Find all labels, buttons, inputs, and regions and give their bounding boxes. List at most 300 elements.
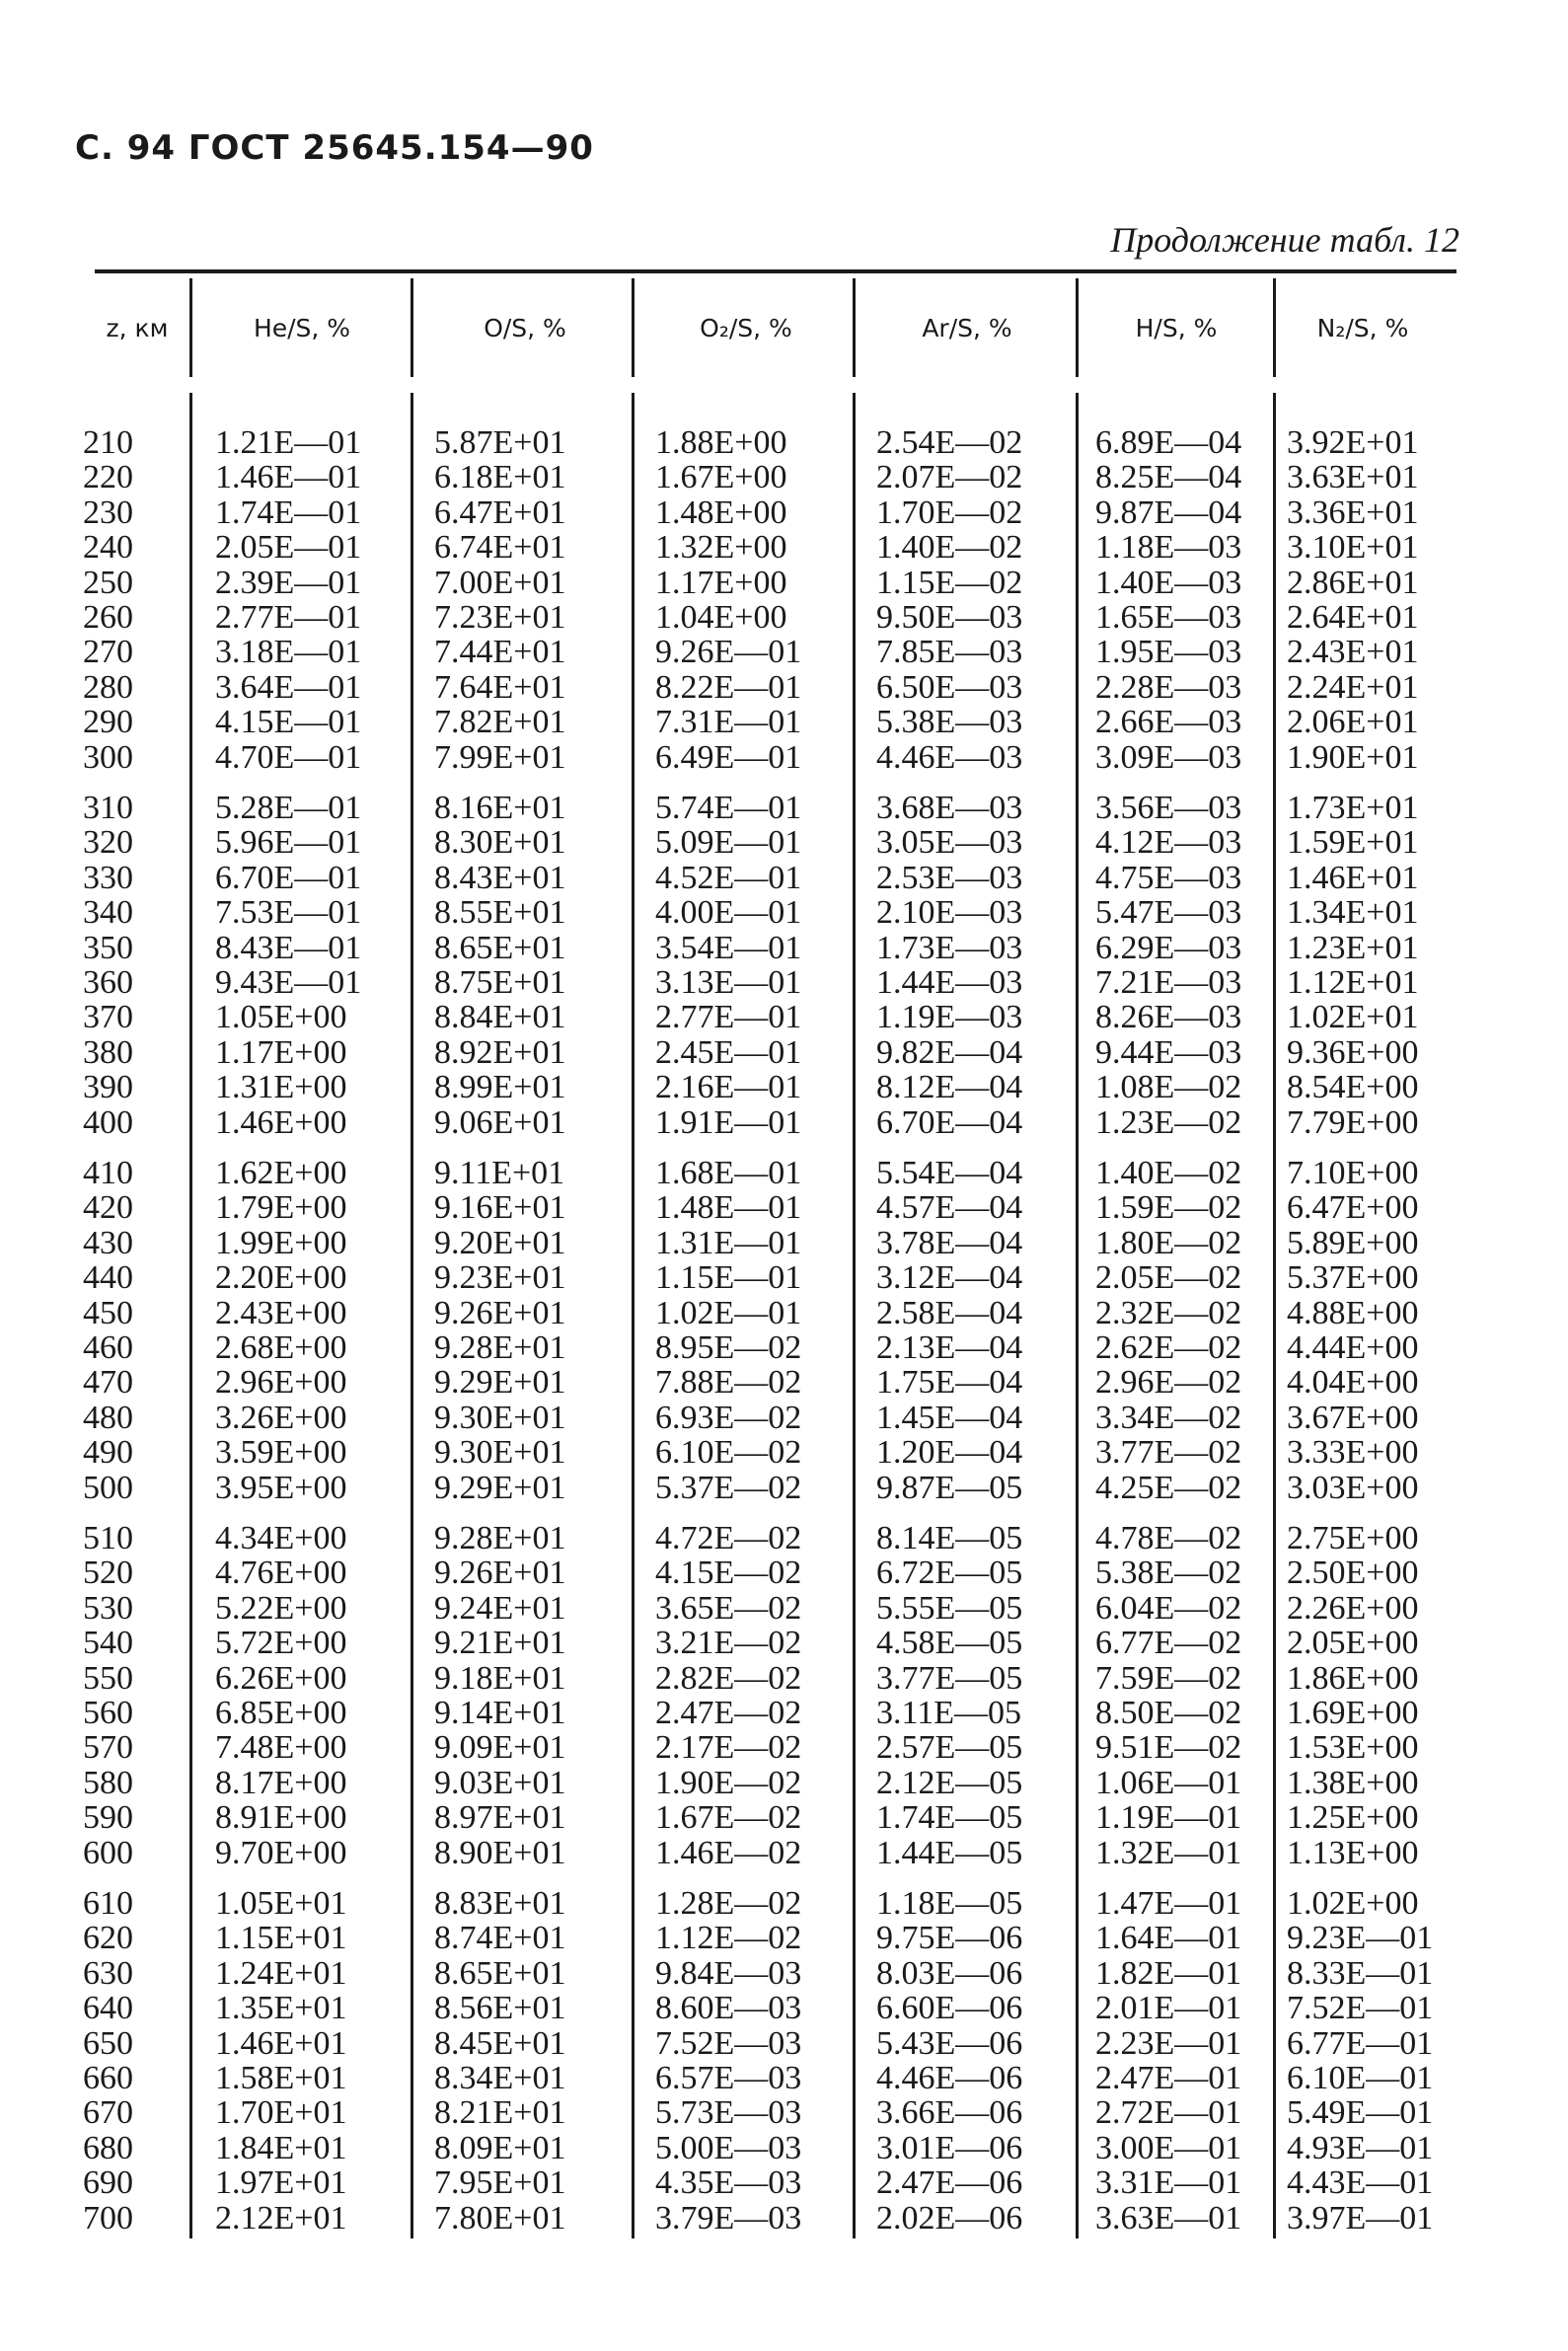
value-cell: 1.05E+00 [215,999,347,1036]
value-cell: 2.06E+01 [1287,704,1419,741]
value-cell: 1.46E+01 [215,2024,347,2062]
value-cell: 2.54E—02 [876,424,1023,461]
altitude-cell: 600 [83,1834,133,1871]
value-cell: 8.50E—02 [1095,1695,1242,1731]
value-cell: 2.17E—02 [655,1729,802,1767]
value-cell: 8.34E+01 [434,2060,566,2096]
value-cell: 4.58E—05 [876,1625,1023,1662]
value-cell: 9.26E+01 [434,1294,566,1331]
column-header: O₂/S, % [700,314,792,342]
value-cell: 8.25E—04 [1095,459,1242,496]
altitude-cell: 690 [83,2164,133,2202]
value-cell: 4.04E+00 [1287,1364,1419,1402]
value-cell: 4.25E—02 [1095,1469,1242,1506]
value-cell: 7.21E—03 [1095,964,1242,1001]
value-cell: 2.43E+01 [1287,634,1419,671]
column-header: N₂/S, % [1316,314,1409,342]
value-cell: 5.55E—05 [876,1589,1023,1627]
altitude-cell: 320 [83,824,133,862]
value-cell: 2.68E+00 [215,1329,347,1366]
value-cell: 2.64E+01 [1287,599,1419,636]
value-cell: 2.86E+01 [1287,564,1419,601]
value-cell: 5.96E—01 [215,824,362,862]
value-cell: 5.49E—01 [1287,2094,1434,2132]
value-cell: 5.87E+01 [434,424,566,461]
altitude-cell: 550 [83,1659,133,1697]
value-cell: 1.18E—05 [876,1885,1023,1922]
body-column-divider [1076,393,1079,2238]
value-cell: 1.97E+01 [215,2164,347,2202]
value-cell: 3.10E+01 [1287,529,1419,567]
value-cell: 1.65E—03 [1095,599,1242,636]
value-cell: 1.59E—02 [1095,1189,1242,1227]
value-cell: 3.26E+00 [215,1399,347,1436]
value-cell: 3.63E—01 [1095,2199,1242,2237]
altitude-cell: 240 [83,529,133,567]
value-cell: 1.91E—01 [655,1103,802,1141]
value-cell: 3.56E—03 [1095,790,1242,826]
altitude-cell: 430 [83,1224,133,1261]
value-cell: 1.12E—02 [655,1920,802,1957]
value-cell: 3.54E—01 [655,929,802,966]
value-cell: 7.44E+01 [434,634,566,671]
value-cell: 9.50E—03 [876,599,1023,636]
value-cell: 4.78E—02 [1095,1520,1242,1556]
altitude-cell: 570 [83,1729,133,1767]
value-cell: 2.26E+00 [1287,1589,1419,1627]
altitude-cell: 350 [83,929,133,966]
value-cell: 9.75E—06 [876,1920,1023,1957]
value-cell: 2.66E—03 [1095,704,1242,741]
value-cell: 1.32E+00 [655,529,787,567]
body-column-divider [853,393,856,2238]
value-cell: 7.23E+01 [434,599,566,636]
value-cell: 1.64E—01 [1095,1920,1242,1957]
altitude-cell: 680 [83,2129,133,2166]
value-cell: 5.54E—04 [876,1155,1023,1191]
altitude-cell: 660 [83,2060,133,2096]
value-cell: 3.13E—01 [655,964,802,1001]
value-cell: 3.00E—01 [1095,2129,1242,2166]
value-cell: 8.26E—03 [1095,999,1242,1036]
value-cell: 9.30E+01 [434,1434,566,1472]
value-cell: 6.10E—02 [655,1434,802,1472]
value-cell: 2.62E—02 [1095,1329,1242,1366]
value-cell: 2.32E—02 [1095,1294,1242,1331]
value-cell: 8.43E+01 [434,859,566,896]
value-cell: 1.90E—02 [655,1764,802,1801]
value-cell: 5.73E—03 [655,2094,802,2132]
value-cell: 2.02E—06 [876,2199,1023,2237]
value-cell: 1.47E—01 [1095,1885,1242,1922]
value-cell: 4.35E—03 [655,2164,802,2202]
altitude-cell: 370 [83,999,133,1036]
value-cell: 5.38E—02 [1095,1555,1242,1592]
value-cell: 9.70E+00 [215,1834,347,1871]
value-cell: 2.39E—01 [215,564,362,601]
value-cell: 1.74E—05 [876,1799,1023,1837]
value-cell: 7.00E+01 [434,564,566,601]
value-cell: 3.59E+00 [215,1434,347,1472]
value-cell: 1.20E—04 [876,1434,1023,1472]
value-cell: 1.99E+00 [215,1224,347,1261]
altitude-cell: 500 [83,1469,133,1506]
altitude-cell: 280 [83,668,133,706]
value-cell: 1.23E—02 [1095,1103,1242,1141]
value-cell: 1.67E+00 [655,459,787,496]
value-cell: 5.38E—03 [876,704,1023,741]
value-cell: 8.33E—01 [1287,1954,1434,1992]
value-cell: 3.77E—02 [1095,1434,1242,1472]
value-cell: 3.31E—01 [1095,2164,1242,2202]
value-cell: 1.06E—01 [1095,1764,1242,1801]
value-cell: 2.96E—02 [1095,1364,1242,1402]
value-cell: 6.26E+00 [215,1659,347,1697]
value-cell: 2.45E—01 [655,1033,802,1071]
value-cell: 1.82E—01 [1095,1954,1242,1992]
altitude-cell: 360 [83,964,133,1001]
value-cell: 1.44E—05 [876,1834,1023,1871]
value-cell: 1.25E+00 [1287,1799,1419,1837]
value-cell: 6.89E—04 [1095,424,1242,461]
value-cell: 2.12E—05 [876,1764,1023,1801]
value-cell: 2.57E—05 [876,1729,1023,1767]
value-cell: 9.29E+01 [434,1469,566,1506]
altitude-cell: 250 [83,564,133,601]
value-cell: 3.12E—04 [876,1259,1023,1297]
value-cell: 1.44E—03 [876,964,1023,1001]
value-cell: 3.21E—02 [655,1625,802,1662]
value-cell: 1.19E—01 [1095,1799,1242,1837]
altitude-cell: 540 [83,1625,133,1662]
value-cell: 1.34E+01 [1287,894,1419,932]
value-cell: 2.96E+00 [215,1364,347,1402]
table-caption: Продолжение табл. 12 [1110,220,1459,260]
value-cell: 1.05E+01 [215,1885,347,1922]
value-cell: 7.52E—03 [655,2024,802,2062]
value-cell: 1.08E—02 [1095,1069,1242,1106]
altitude-cell: 480 [83,1399,133,1436]
value-cell: 1.23E+01 [1287,929,1419,966]
value-cell: 2.28E—03 [1095,668,1242,706]
value-cell: 4.88E+00 [1287,1294,1419,1331]
value-cell: 1.73E—03 [876,929,1023,966]
column-header: He/S, % [253,314,351,342]
value-cell: 2.77E—01 [215,599,362,636]
value-cell: 1.31E+00 [215,1069,347,1106]
value-cell: 3.95E+00 [215,1469,347,1506]
value-cell: 1.90E+01 [1287,738,1419,776]
altitude-cell: 560 [83,1695,133,1731]
value-cell: 4.52E—01 [655,859,802,896]
value-cell: 2.50E+00 [1287,1555,1419,1592]
value-cell: 3.18E—01 [215,634,362,671]
value-cell: 1.53E+00 [1287,1729,1419,1767]
value-cell: 4.15E—02 [655,1555,802,1592]
value-cell: 7.79E+00 [1287,1103,1419,1141]
value-cell: 8.60E—03 [655,1990,802,2027]
value-cell: 2.23E—01 [1095,2024,1242,2062]
value-cell: 9.06E+01 [434,1103,566,1141]
value-cell: 4.15E—01 [215,704,362,741]
value-cell: 1.68E—01 [655,1155,802,1191]
value-cell: 1.21E—01 [215,424,362,461]
value-cell: 6.74E+01 [434,529,566,567]
value-cell: 1.80E—02 [1095,1224,1242,1261]
value-cell: 2.47E—02 [655,1695,802,1731]
value-cell: 1.40E—03 [1095,564,1242,601]
value-cell: 2.07E—02 [876,459,1023,496]
value-cell: 8.90E+01 [434,1834,566,1871]
altitude-cell: 520 [83,1555,133,1592]
altitude-cell: 700 [83,2199,133,2237]
value-cell: 8.22E—01 [655,668,802,706]
value-cell: 1.59E+01 [1287,824,1419,862]
value-cell: 9.23E—01 [1287,1920,1434,1957]
value-cell: 2.16E—01 [655,1069,802,1106]
value-cell: 9.09E+01 [434,1729,566,1767]
value-cell: 6.77E—02 [1095,1625,1242,1662]
value-cell: 7.59E—02 [1095,1659,1242,1697]
altitude-cell: 330 [83,859,133,896]
value-cell: 1.62E+00 [215,1155,347,1191]
altitude-cell: 400 [83,1103,133,1141]
value-cell: 9.26E+01 [434,1555,566,1592]
value-cell: 9.11E+01 [434,1155,565,1191]
value-cell: 2.12E+01 [215,2199,347,2237]
value-cell: 3.01E—06 [876,2129,1023,2166]
value-cell: 3.66E—06 [876,2094,1023,2132]
value-cell: 1.48E—01 [655,1189,802,1227]
value-cell: 1.18E—03 [1095,529,1242,567]
value-cell: 9.26E—01 [655,634,802,671]
value-cell: 1.69E+00 [1287,1695,1419,1731]
value-cell: 1.31E—01 [655,1224,802,1261]
value-cell: 1.32E—01 [1095,1834,1242,1871]
value-cell: 5.74E—01 [655,790,802,826]
value-cell: 2.24E+01 [1287,668,1419,706]
value-cell: 5.72E+00 [215,1625,347,1662]
value-cell: 6.57E—03 [655,2060,802,2096]
value-cell: 6.10E—01 [1287,2060,1434,2096]
body-column-divider [411,393,413,2238]
value-cell: 1.70E+01 [215,2094,347,2132]
value-cell: 7.10E+00 [1287,1155,1419,1191]
value-cell: 1.74E—01 [215,493,362,531]
value-cell: 1.95E—03 [1095,634,1242,671]
value-cell: 8.14E—05 [876,1520,1023,1556]
value-cell: 8.99E+01 [434,1069,566,1106]
value-cell: 4.70E—01 [215,738,362,776]
body-column-divider [632,393,635,2238]
altitude-cell: 340 [83,894,133,932]
value-cell: 9.84E—03 [655,1954,802,1992]
altitude-cell: 610 [83,1885,133,1922]
altitude-cell: 410 [83,1155,133,1191]
value-cell: 5.37E+00 [1287,1259,1419,1297]
altitude-cell: 380 [83,1033,133,1071]
value-cell: 8.92E+01 [434,1033,566,1071]
header-column-divider [1273,278,1276,377]
value-cell: 8.30E+01 [434,824,566,862]
value-cell: 6.29E—03 [1095,929,1242,966]
value-cell: 1.88E+00 [655,424,787,461]
value-cell: 1.13E+00 [1287,1834,1419,1871]
value-cell: 2.20E+00 [215,1259,347,1297]
altitude-cell: 470 [83,1364,133,1402]
value-cell: 8.97E+01 [434,1799,566,1837]
altitude-cell: 390 [83,1069,133,1106]
value-cell: 1.15E—01 [655,1259,802,1297]
value-cell: 7.31E—01 [655,704,802,741]
value-cell: 3.34E—02 [1095,1399,1242,1436]
value-cell: 2.75E+00 [1287,1520,1419,1556]
value-cell: 7.88E—02 [655,1364,802,1402]
body-column-divider [189,393,192,2238]
value-cell: 3.92E+01 [1287,424,1419,461]
value-cell: 2.72E—01 [1095,2094,1242,2132]
altitude-cell: 210 [83,424,133,461]
value-cell: 8.55E+01 [434,894,566,932]
value-cell: 5.89E+00 [1287,1224,1419,1261]
value-cell: 2.53E—03 [876,859,1023,896]
column-header: O/S, % [484,314,566,342]
value-cell: 5.37E—02 [655,1469,802,1506]
value-cell: 2.05E—02 [1095,1259,1242,1297]
value-cell: 9.87E—04 [1095,493,1242,531]
table-top-rule [95,269,1456,273]
column-header: z, км [106,314,169,342]
altitude-cell: 590 [83,1799,133,1837]
value-cell: 1.58E+01 [215,2060,347,2096]
value-cell: 1.79E+00 [215,1189,347,1227]
value-cell: 4.00E—01 [655,894,802,932]
value-cell: 4.44E+00 [1287,1329,1419,1366]
value-cell: 5.09E—01 [655,824,802,862]
value-cell: 4.43E—01 [1287,2164,1434,2202]
value-cell: 8.45E+01 [434,2024,566,2062]
value-cell: 1.02E+00 [1287,1885,1419,1922]
value-cell: 1.24E+01 [215,1954,347,1992]
altitude-cell: 510 [83,1520,133,1556]
value-cell: 9.20E+01 [434,1224,566,1261]
value-cell: 9.21E+01 [434,1625,566,1662]
altitude-cell: 580 [83,1764,133,1801]
value-cell: 9.23E+01 [434,1259,566,1297]
value-cell: 4.75E—03 [1095,859,1242,896]
altitude-cell: 640 [83,1990,133,2027]
altitude-cell: 630 [83,1954,133,1992]
value-cell: 1.02E—01 [655,1294,802,1331]
value-cell: 8.21E+01 [434,2094,566,2132]
altitude-cell: 530 [83,1589,133,1627]
value-cell: 1.35E+01 [215,1990,347,2027]
value-cell: 2.43E+00 [215,1294,347,1331]
value-cell: 2.47E—06 [876,2164,1023,2202]
value-cell: 9.18E+01 [434,1659,566,1697]
value-cell: 3.97E—01 [1287,2199,1434,2237]
value-cell: 1.15E+01 [215,1920,347,1957]
value-cell: 1.46E+01 [1287,859,1419,896]
value-cell: 2.82E—02 [655,1659,802,1697]
value-cell: 2.47E—01 [1095,2060,1242,2096]
value-cell: 9.87E—05 [876,1469,1023,1506]
altitude-cell: 420 [83,1189,133,1227]
value-cell: 3.77E—05 [876,1659,1023,1697]
value-cell: 8.65E+01 [434,1954,566,1992]
value-cell: 5.22E+00 [215,1589,347,1627]
value-cell: 8.56E+01 [434,1990,566,2027]
value-cell: 2.13E—04 [876,1329,1023,1366]
value-cell: 9.43E—01 [215,964,362,1001]
value-cell: 4.57E—04 [876,1189,1023,1227]
value-cell: 3.63E+01 [1287,459,1419,496]
altitude-cell: 650 [83,2024,133,2062]
value-cell: 4.34E+00 [215,1520,347,1556]
header-column-divider [411,278,413,377]
value-cell: 1.19E—03 [876,999,1023,1036]
value-cell: 3.64E—01 [215,668,362,706]
value-cell: 1.46E—01 [215,459,362,496]
value-cell: 5.43E—06 [876,2024,1023,2062]
value-cell: 8.75E+01 [434,964,566,1001]
value-cell: 6.49E—01 [655,738,802,776]
value-cell: 3.79E—03 [655,2199,802,2237]
altitude-cell: 290 [83,704,133,741]
value-cell: 4.76E+00 [215,1555,347,1592]
value-cell: 3.11E—05 [876,1695,1022,1731]
column-header: Ar/S, % [922,314,1012,342]
page-header: С. 94 ГОСТ 25645.154—90 [75,128,594,168]
value-cell: 2.77E—01 [655,999,802,1036]
value-cell: 6.47E+00 [1287,1189,1419,1227]
value-cell: 3.65E—02 [655,1589,802,1627]
value-cell: 2.10E—03 [876,894,1023,932]
altitude-cell: 440 [83,1259,133,1297]
value-cell: 1.04E+00 [655,599,787,636]
value-cell: 4.46E—06 [876,2060,1023,2096]
value-cell: 9.36E+00 [1287,1033,1419,1071]
altitude-cell: 260 [83,599,133,636]
value-cell: 9.29E+01 [434,1364,566,1402]
value-cell: 8.84E+01 [434,999,566,1036]
value-cell: 9.82E—04 [876,1033,1023,1071]
value-cell: 4.93E—01 [1287,2129,1434,2166]
value-cell: 1.40E—02 [1095,1155,1242,1191]
value-cell: 9.44E—03 [1095,1033,1242,1071]
value-cell: 3.67E+00 [1287,1399,1419,1436]
value-cell: 1.02E+01 [1287,999,1419,1036]
column-header: H/S, % [1135,314,1218,342]
altitude-cell: 220 [83,459,133,496]
value-cell: 3.78E—04 [876,1224,1023,1261]
value-cell: 1.15E—02 [876,564,1023,601]
value-cell: 4.72E—02 [655,1520,802,1556]
value-cell: 9.51E—02 [1095,1729,1242,1767]
value-cell: 2.05E—01 [215,529,362,567]
value-cell: 3.05E—03 [876,824,1023,862]
value-cell: 5.47E—03 [1095,894,1242,932]
value-cell: 7.85E—03 [876,634,1023,671]
value-cell: 9.24E+01 [434,1589,566,1627]
value-cell: 8.74E+01 [434,1920,566,1957]
altitude-cell: 300 [83,738,133,776]
value-cell: 1.46E—02 [655,1834,802,1871]
value-cell: 3.09E—03 [1095,738,1242,776]
value-cell: 6.50E—03 [876,668,1023,706]
value-cell: 9.14E+01 [434,1695,566,1731]
body-column-divider [1273,393,1276,2238]
